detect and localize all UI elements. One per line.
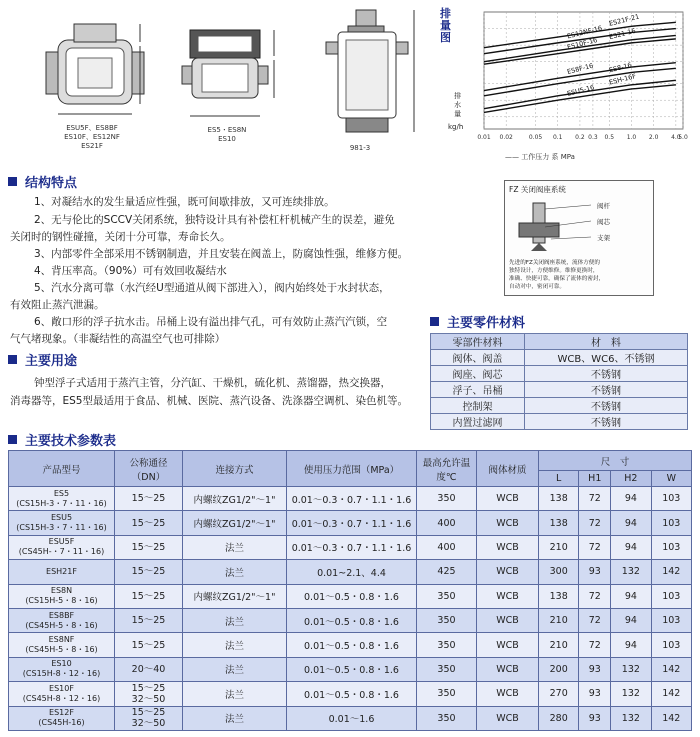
part-material: 不锈钢 xyxy=(525,382,688,398)
fz-desc-line: 独特设计，方便维修。维修更换时， xyxy=(509,268,599,274)
model-text: ES8NF xyxy=(48,635,75,645)
x-tick-label: 2.0 xyxy=(648,134,659,141)
cell-l: 138 xyxy=(539,487,579,511)
cell-material: WCB xyxy=(477,657,539,681)
cell-material: WCB xyxy=(477,487,539,511)
table-row xyxy=(431,350,688,366)
cell-pressure: 0.01～0.5・0.8・1.6 xyxy=(287,657,417,681)
cell-temp: 350 xyxy=(417,657,477,681)
cell-conn: 法兰 xyxy=(183,608,287,632)
cell-h1: 72 xyxy=(579,487,611,511)
cell-dn xyxy=(115,706,183,730)
part-name: 内置过滤网 xyxy=(431,414,525,430)
dn-text: 15～25 xyxy=(131,682,166,694)
series-label: ES10F-16 xyxy=(566,36,599,52)
model-text: (CS15H-3・7・11・16) xyxy=(16,498,107,508)
feature-line: 4、背压率高。（90%）可有效回收凝结水 xyxy=(34,265,227,277)
parts-title-text: 主要零件材料 xyxy=(447,316,526,331)
model-text: ES10 xyxy=(51,659,72,669)
cell-conn: 法兰 xyxy=(183,706,287,730)
cell-l: 210 xyxy=(539,608,579,632)
part-material: WCB、WC6、不锈钢 xyxy=(525,350,688,366)
fz-label: 阀芯 xyxy=(597,218,610,226)
cell-h2: 132 xyxy=(611,657,651,681)
series-label: ES8F-16 xyxy=(566,61,595,76)
model-text: ES12F xyxy=(49,708,74,718)
model-text: (CS15H-3・7・11・16) xyxy=(16,523,107,533)
cell-l: 210 xyxy=(539,535,579,559)
x-tick-label: 5.0 xyxy=(678,134,688,141)
dn-text: 32～50 xyxy=(131,718,166,730)
feature-line: 有效阻止蒸汽泄漏。 xyxy=(10,299,105,311)
part-material: 不锈钢 xyxy=(525,398,688,414)
cell-l: 270 xyxy=(539,682,579,706)
feature-line: 关闭时的钢性碰撞，关闭十分可靠，寿命长久。 xyxy=(10,231,231,243)
col-header-material: 阀体材质 xyxy=(477,451,539,487)
y-unit-char: 排 xyxy=(454,92,462,100)
specs-title xyxy=(8,430,116,449)
cell-temp: 350 xyxy=(417,706,477,730)
section-bullet xyxy=(8,355,17,364)
discharge-chart xyxy=(476,8,691,143)
cell-w: 103 xyxy=(651,511,691,535)
cell-model xyxy=(9,487,115,511)
model-text: (CS45H-16) xyxy=(38,718,85,728)
parts-header: 材 料 xyxy=(525,334,688,350)
drawing-caption-line: ES5・ES8N xyxy=(207,126,247,134)
cell-model xyxy=(9,511,115,535)
cell-pressure: 0.01～0.5・0.8・1.6 xyxy=(287,584,417,608)
x-unit: MPa xyxy=(560,153,575,161)
cell-conn: 内螺纹ZG1/2"～1" xyxy=(183,511,287,535)
usage-title-text: 主要用途 xyxy=(25,354,78,369)
table-row xyxy=(431,414,688,430)
cell-dn xyxy=(115,560,183,584)
table-row xyxy=(9,657,692,681)
parts-title xyxy=(430,312,525,331)
cell-material: WCB xyxy=(477,633,539,657)
cell-dn xyxy=(115,511,183,535)
model-text: ES5 xyxy=(53,488,70,498)
table-row xyxy=(9,584,692,608)
cell-temp: 400 xyxy=(417,511,477,535)
cell-material: WCB xyxy=(477,511,539,535)
drawing-caption: 981-3 xyxy=(349,144,371,152)
cell-dn xyxy=(115,657,183,681)
cell-h2: 132 xyxy=(611,560,651,584)
feature-line: 气气堵现象。（非凝结性的高温空气也可排除） xyxy=(10,333,226,345)
valve-drawing-flanged xyxy=(40,6,150,126)
table-row xyxy=(9,511,692,535)
cell-model xyxy=(9,535,115,559)
col-header-size: 尺 寸 xyxy=(539,451,692,471)
cell-l: 138 xyxy=(539,584,579,608)
cell-material: WCB xyxy=(477,560,539,584)
cell-model xyxy=(9,608,115,632)
cell-pressure: 0.01～0.3・0.7・1.1・1.6 xyxy=(287,487,417,511)
cell-w: 142 xyxy=(651,682,691,706)
cell-conn: 法兰 xyxy=(183,633,287,657)
feature-line: 3、内部零件全部采用不锈钢制造，并且安装在阀盖上，防腐蚀性强，维修方便。 xyxy=(34,248,409,260)
table-row xyxy=(9,706,692,730)
cell-l: 300 xyxy=(539,560,579,584)
col-header-h2: H2 xyxy=(611,471,651,487)
cell-pressure: 0.01～0.5・0.8・1.6 xyxy=(287,682,417,706)
cell-conn: 内螺纹ZG1/2"～1" xyxy=(183,487,287,511)
cell-l: 210 xyxy=(539,633,579,657)
table-row xyxy=(9,682,692,706)
y-unit-char: 量 xyxy=(454,110,462,118)
feature-line: 5、汽水分离可靠（水汽经U型通道从阀下部进入），阀内始终处于水封状态， xyxy=(34,282,390,294)
cell-h1: 93 xyxy=(579,560,611,584)
chart-y-unit xyxy=(448,92,464,132)
cell-pressure: 0.01～1.6 xyxy=(287,706,417,730)
fz-desc-line: 自动对中，密闭可靠。 xyxy=(509,284,565,290)
cell-model xyxy=(9,657,115,681)
table-row xyxy=(9,535,692,559)
cell-h2: 132 xyxy=(611,706,651,730)
series-label: ESU5-16 xyxy=(566,83,596,98)
cell-h2: 94 xyxy=(611,511,651,535)
drawing-caption-line: ESU5F、ES8BF xyxy=(66,124,118,132)
cell-model xyxy=(9,682,115,706)
cell-material: WCB xyxy=(477,584,539,608)
cell-h1: 93 xyxy=(579,706,611,730)
fz-title: FZ 关闭阀座系统 xyxy=(509,185,566,194)
drawing-esu5f xyxy=(40,6,150,151)
cell-model xyxy=(9,706,115,730)
col-header-h1: H1 xyxy=(579,471,611,487)
cell-w: 103 xyxy=(651,487,691,511)
cell-temp: 350 xyxy=(417,608,477,632)
model-text: (CS45H-・7・11・16) xyxy=(18,547,105,557)
cell-l: 138 xyxy=(539,511,579,535)
feature-line: 1、对凝结水的发生量适应性强，既可间歇排放，又可连续排放。 xyxy=(34,196,335,208)
specs-title-text: 主要技术参数表 xyxy=(25,434,117,449)
usage-title xyxy=(8,350,77,369)
specs-table xyxy=(8,450,692,731)
drawing-caption-line: ES10 xyxy=(218,135,236,143)
cell-pressure: 0.01～0.5・0.8・1.6 xyxy=(287,633,417,657)
parts-table xyxy=(430,333,688,430)
fz-label: 支架 xyxy=(597,234,610,242)
model-text: (CS15H-8・12・16) xyxy=(22,669,101,679)
usage-text xyxy=(10,374,408,410)
cell-w: 142 xyxy=(651,560,691,584)
chart-title-char: 排 xyxy=(440,7,451,20)
model-text: ES8N xyxy=(50,586,73,596)
cell-temp: 350 xyxy=(417,682,477,706)
cell-temp: 350 xyxy=(417,487,477,511)
cell-model xyxy=(9,584,115,608)
cell-dn xyxy=(115,584,183,608)
cell-w: 103 xyxy=(651,608,691,632)
cell-w: 103 xyxy=(651,633,691,657)
part-name: 阀体、阀盖 xyxy=(431,350,525,366)
col-header-conn: 连接方式 xyxy=(183,451,287,487)
dn-text: 20～40 xyxy=(131,663,166,675)
section-bullet xyxy=(430,317,439,326)
x-tick-label: 0.2 xyxy=(575,134,585,141)
part-name: 浮子、吊桶 xyxy=(431,382,525,398)
dn-text: 15～25 xyxy=(131,615,166,627)
col-header-pressure: 使用压力范围（MPa） xyxy=(287,451,417,487)
cell-conn: 法兰 xyxy=(183,682,287,706)
cell-dn xyxy=(115,535,183,559)
cell-temp: 350 xyxy=(417,633,477,657)
table-row xyxy=(9,633,692,657)
chart-x-label: —— 工作压力 系 MPa xyxy=(505,153,575,161)
cell-h1: 72 xyxy=(579,633,611,657)
dn-text: 15～25 xyxy=(131,590,166,602)
cell-l: 200 xyxy=(539,657,579,681)
cell-dn xyxy=(115,487,183,511)
cell-model xyxy=(9,560,115,584)
fz-desc-line: 准确、快捷可靠，确保了流体的密封， xyxy=(509,276,605,282)
table-row xyxy=(9,608,692,632)
x-label: 工作压力 系 xyxy=(521,153,559,161)
valve-drawing-bucket xyxy=(320,6,425,141)
part-material: 不锈钢 xyxy=(525,414,688,430)
valve-drawing-threaded xyxy=(178,6,288,126)
table-row xyxy=(431,398,688,414)
cell-h2: 94 xyxy=(611,535,651,559)
dn-text: 15～25 xyxy=(131,707,166,719)
cell-h2: 132 xyxy=(611,682,651,706)
cell-material: WCB xyxy=(477,706,539,730)
x-tick-label: 1.0 xyxy=(626,134,637,141)
cell-conn: 法兰 xyxy=(183,560,287,584)
part-material: 不锈钢 xyxy=(525,366,688,382)
model-text: ES10F xyxy=(49,683,74,693)
cell-temp: 350 xyxy=(417,584,477,608)
model-text: (CS45H-5・8・16) xyxy=(25,620,98,630)
section-bullet xyxy=(8,177,17,186)
y-unit-char: 水 xyxy=(454,101,462,109)
cell-h1: 72 xyxy=(579,535,611,559)
model-text: ESH21F xyxy=(46,566,77,576)
x-tick-label: 0.3 xyxy=(588,134,598,141)
chart-title xyxy=(440,8,451,44)
cell-w: 142 xyxy=(651,657,691,681)
x-tick-label: 0.1 xyxy=(552,134,563,141)
feature-line: 6、敞口形的浮子抗水击。吊桶上设有溢出排气孔，可有效防止蒸汽汽锁，空 xyxy=(34,316,388,328)
cell-material: WCB xyxy=(477,682,539,706)
drawing-es5 xyxy=(178,6,288,151)
drawing-caption-line: ES10F、ES12NF xyxy=(64,133,120,141)
x-tick-label: 0.5 xyxy=(604,134,615,141)
cell-h2: 94 xyxy=(611,584,651,608)
fz-system-box xyxy=(504,180,654,296)
dn-text: 15～25 xyxy=(131,566,166,578)
usage-line: 消毒器等，ES5型最适用于食品、机械、医院、蒸汽设备、洗涤器空调机、染色机等。 xyxy=(10,395,408,407)
cell-w: 103 xyxy=(651,584,691,608)
cell-dn xyxy=(115,682,183,706)
cell-pressure: 0.01～0.3・0.7・1.1・1.6 xyxy=(287,535,417,559)
model-text: (CS45H-8・12・16) xyxy=(22,693,101,703)
cell-h2: 94 xyxy=(611,487,651,511)
table-row xyxy=(431,382,688,398)
cell-dn xyxy=(115,633,183,657)
model-text: ESU5 xyxy=(50,513,73,523)
usage-line: 钟型浮子式适用于蒸汽主管，分汽缸、干燥机，硫化机、蒸馏器，热交换器， xyxy=(34,377,391,389)
x-tick-label: 0.01 xyxy=(477,134,491,141)
col-header-l: L xyxy=(539,471,579,487)
col-header-model: 产品型号 xyxy=(9,451,115,487)
cell-h1: 93 xyxy=(579,657,611,681)
cell-h1: 72 xyxy=(579,511,611,535)
dn-text: 32～50 xyxy=(131,693,166,705)
cell-h1: 72 xyxy=(579,608,611,632)
y-unit: kg/h xyxy=(448,123,464,131)
feature-line: 2、无与伦比的SCCV关闭系统，独特设计具有补偿杠杆机械产生的误差，避免 xyxy=(34,214,395,226)
drawing-caption-line: ES21F xyxy=(81,142,103,150)
fz-description xyxy=(509,259,604,291)
drawing-es10 xyxy=(320,6,425,151)
table-row xyxy=(9,560,692,584)
fz-drawing xyxy=(505,193,655,253)
series-label: ES8-16 xyxy=(608,61,633,75)
cell-h1: 72 xyxy=(579,584,611,608)
col-header-dn: 公称通径（DN） xyxy=(115,451,183,487)
section-bullet xyxy=(8,435,17,444)
cell-model xyxy=(9,633,115,657)
x-tick-label: 4.0 xyxy=(671,134,681,141)
cell-dn xyxy=(115,608,183,632)
dn-text: 15～25 xyxy=(131,541,166,553)
model-text: ESU5F xyxy=(48,537,75,547)
cell-conn: 内螺纹ZG1/2"～1" xyxy=(183,584,287,608)
table-row xyxy=(9,487,692,511)
cell-w: 103 xyxy=(651,535,691,559)
cell-temp: 425 xyxy=(417,560,477,584)
cell-h2: 94 xyxy=(611,633,651,657)
chart-title-char: 图 xyxy=(440,31,451,44)
dn-text: 15～25 xyxy=(131,639,166,651)
series-label: ES12NF-16 xyxy=(566,24,603,41)
col-header-temp: 最高允许温度℃ xyxy=(417,451,477,487)
cell-conn: 法兰 xyxy=(183,535,287,559)
series-label: ESH-16F xyxy=(608,72,637,87)
cell-pressure: 0.01~2.1、4.4 xyxy=(287,560,417,584)
cell-material: WCB xyxy=(477,535,539,559)
fz-desc-line: 先进的FZ关闭阀座系统，流体方便的 xyxy=(509,260,600,266)
chart-title-char: 量 xyxy=(440,19,451,32)
fz-label: 阀杆 xyxy=(597,202,610,210)
model-text: ES8BF xyxy=(48,610,75,620)
parts-header: 零部件材料 xyxy=(431,334,525,350)
features-title-text: 结构特点 xyxy=(25,176,78,191)
cell-conn: 法兰 xyxy=(183,657,287,681)
model-text: (CS15H-5・8・16) xyxy=(25,596,98,606)
cell-w: 142 xyxy=(651,706,691,730)
x-tick-label: 0.02 xyxy=(499,134,513,141)
cell-h2: 94 xyxy=(611,608,651,632)
series-label: ES21F-21 xyxy=(608,12,641,28)
cell-temp: 400 xyxy=(417,535,477,559)
cell-material: WCB xyxy=(477,608,539,632)
series-label: ES21-16 xyxy=(608,26,637,42)
cell-pressure: 0.01～0.3・0.7・1.1・1.6 xyxy=(287,511,417,535)
part-name: 阀座、阀芯 xyxy=(431,366,525,382)
cell-l: 280 xyxy=(539,706,579,730)
dn-text: 15～25 xyxy=(131,517,166,529)
dn-text: 15～25 xyxy=(131,493,166,505)
model-text: (CS45H-5・8・16) xyxy=(25,645,98,655)
features-title xyxy=(8,172,77,191)
cell-pressure: 0.01～0.5・0.8・1.6 xyxy=(287,608,417,632)
x-tick-label: 0.05 xyxy=(528,134,543,141)
col-header-w: W xyxy=(651,471,691,487)
part-name: 控制架 xyxy=(431,398,525,414)
table-row xyxy=(431,366,688,382)
cell-h1: 93 xyxy=(579,682,611,706)
